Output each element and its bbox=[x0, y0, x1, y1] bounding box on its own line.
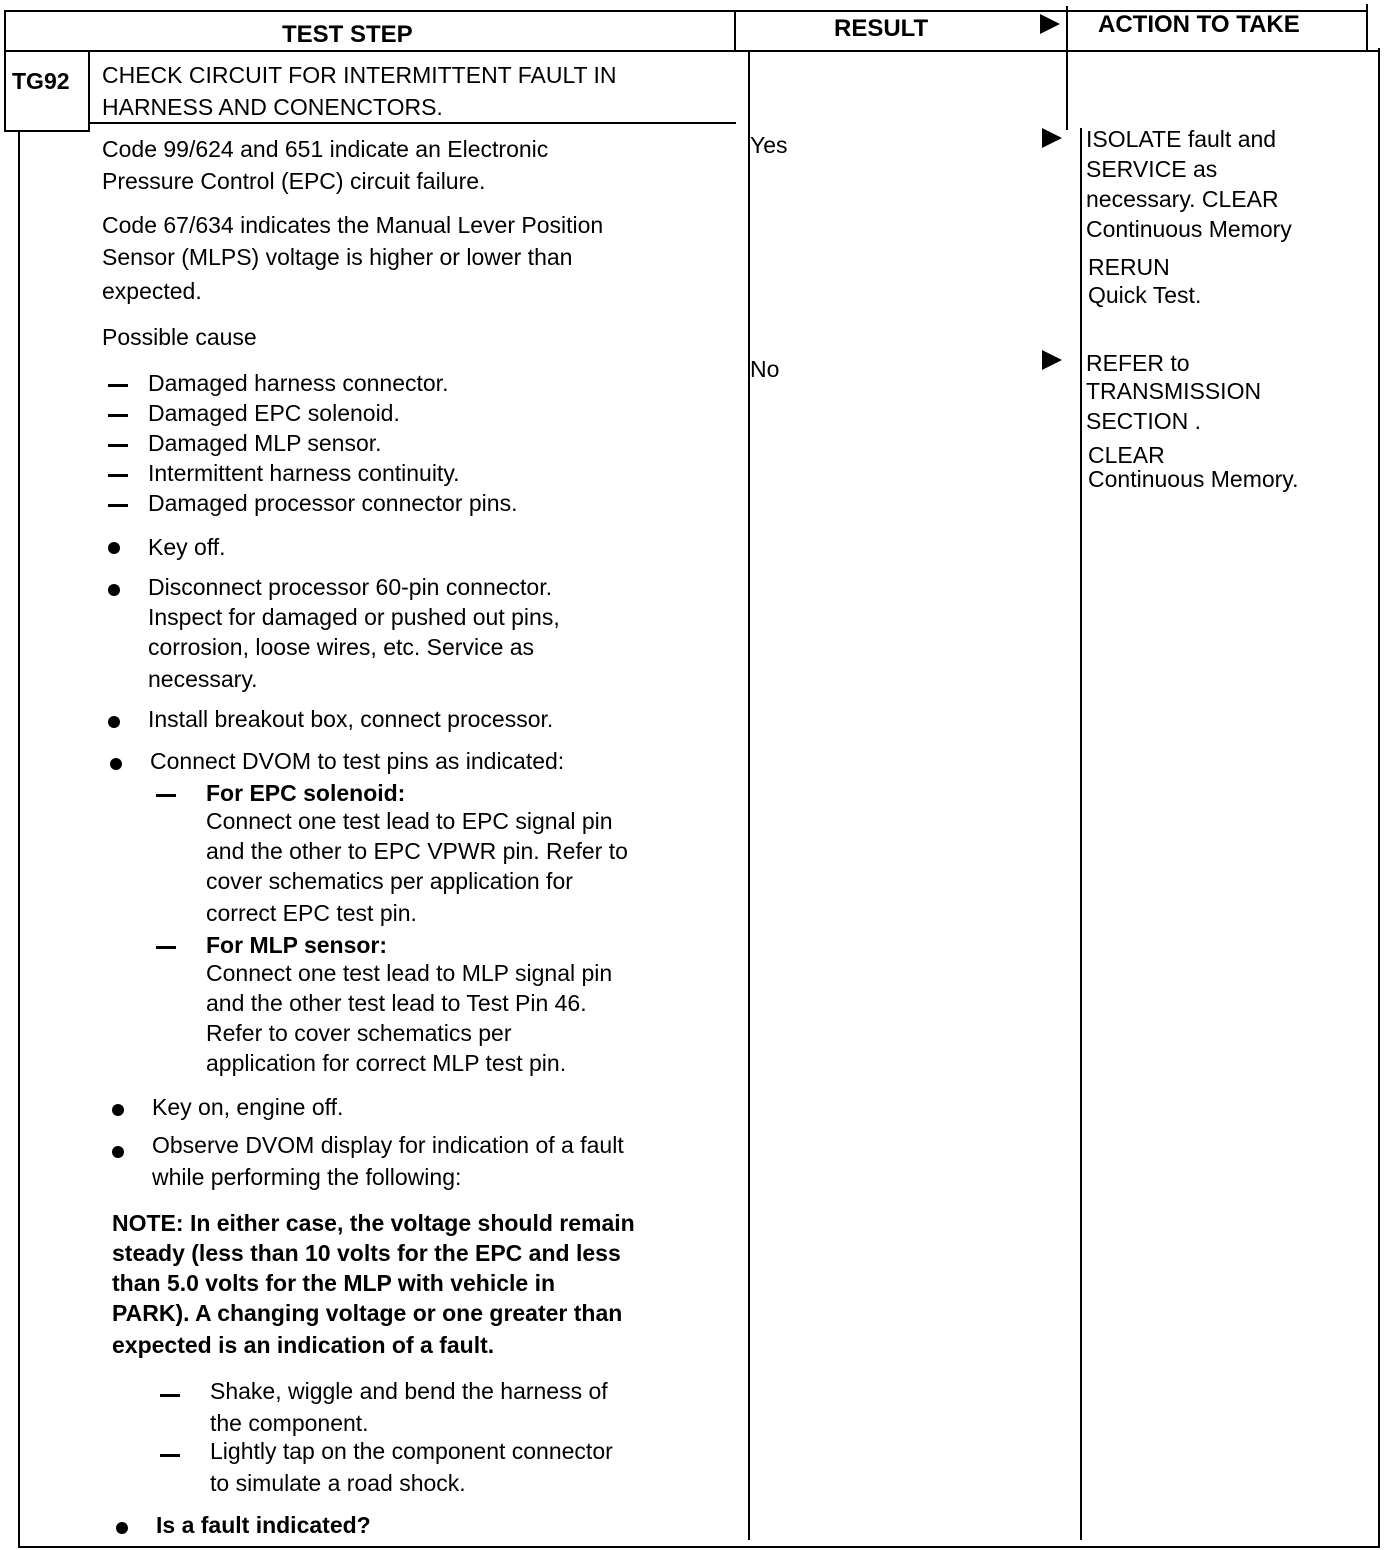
step-install: Install breakout box, connect processor. bbox=[148, 706, 554, 732]
mlp-line-2: and the other test lead to Test Pin 46. bbox=[206, 990, 587, 1016]
shake-line-2: the component. bbox=[210, 1410, 369, 1436]
note-line-2: steady (less than 10 volts for the EPC and less bbox=[112, 1240, 621, 1266]
epc-line-2: and the other to EPC VPWR pin. Refer to bbox=[206, 838, 628, 864]
step-title-line-2: HARNESS AND CONENCTORS. bbox=[102, 94, 443, 120]
action-no-line-1: REFER to bbox=[1086, 350, 1190, 376]
epc-line-3: cover schematics per application for bbox=[206, 868, 573, 894]
result-yes: Yes bbox=[750, 132, 788, 158]
possible-cause-heading: Possible cause bbox=[102, 324, 257, 350]
epc-heading: For EPC solenoid: bbox=[206, 780, 406, 806]
bullet-disconnect bbox=[108, 584, 120, 596]
cause-4: Intermittent harness continuity. bbox=[148, 460, 460, 486]
action-yes-line-4: Continuous Memory bbox=[1086, 216, 1292, 242]
bullet-install bbox=[108, 716, 120, 728]
tap-line-2: to simulate a road shock. bbox=[210, 1470, 466, 1496]
table-right-border bbox=[1366, 4, 1368, 50]
action-no-line-2: TRANSMISSION bbox=[1086, 378, 1262, 404]
note-line-1: NOTE: In either case, the voltage should remain bbox=[112, 1210, 635, 1236]
observe-line-1: Observe DVOM display for indication of a fault bbox=[152, 1132, 624, 1158]
shake-dash bbox=[160, 1394, 180, 1397]
code2-line-1: Code 67/634 indicates the Manual Lever Position bbox=[102, 212, 604, 238]
action-yes-line-3: necessary. CLEAR bbox=[1086, 186, 1279, 212]
table-bottom-border bbox=[18, 1546, 1380, 1548]
col-divider-test-result-lower bbox=[748, 50, 750, 1540]
cause-dash-3 bbox=[108, 444, 128, 447]
mlp-line-4: application for correct MLP test pin. bbox=[206, 1050, 567, 1076]
bullet-observe bbox=[112, 1146, 124, 1158]
header-test-step: TEST STEP bbox=[282, 21, 413, 48]
code1-line-1: Code 99/624 and 651 indicate an Electronic bbox=[102, 136, 549, 162]
cause-5: Damaged processor connector pins. bbox=[148, 490, 518, 516]
code2-line-3: expected. bbox=[102, 278, 202, 304]
table-left-border-lower bbox=[18, 130, 20, 1548]
result-yes-arrow-icon bbox=[1042, 128, 1062, 148]
action-yes-line-6: Quick Test. bbox=[1088, 282, 1202, 308]
mlp-line-1: Connect one test lead to MLP signal pin bbox=[206, 960, 613, 986]
code2-line-2: Sensor (MLPS) voltage is higher or lower than bbox=[102, 244, 573, 270]
action-no-line-4: CLEAR bbox=[1088, 442, 1165, 468]
epc-line-4: correct EPC test pin. bbox=[206, 900, 417, 926]
step-title-line-1: CHECK CIRCUIT FOR INTERMITTENT FAULT IN bbox=[102, 62, 617, 88]
note-line-5: expected is an indication of a fault. bbox=[112, 1332, 495, 1358]
action-no-line-5: Continuous Memory. bbox=[1088, 466, 1299, 492]
cause-dash-4 bbox=[108, 474, 128, 477]
result-no-arrow-icon bbox=[1042, 350, 1062, 370]
cause-dash-1 bbox=[108, 384, 128, 387]
cause-2: Damaged EPC solenoid. bbox=[148, 400, 400, 426]
action-yes-line-1: ISOLATE fault and bbox=[1086, 126, 1277, 152]
disconnect-line-2: Inspect for damaged or pushed out pins, bbox=[148, 604, 560, 630]
step-id-divider bbox=[88, 52, 90, 132]
cause-dash-5 bbox=[108, 504, 128, 507]
step-connect: Connect DVOM to test pins as indicated: bbox=[150, 748, 565, 774]
table-right-border-lower bbox=[1378, 48, 1380, 1548]
step-question: Is a fault indicated? bbox=[156, 1512, 371, 1538]
epc-dash bbox=[156, 794, 176, 797]
action-yes-line-2: SERVICE as bbox=[1086, 156, 1218, 182]
step-key-on: Key on, engine off. bbox=[152, 1094, 344, 1120]
mlp-heading: For MLP sensor: bbox=[206, 932, 388, 958]
cause-3: Damaged MLP sensor. bbox=[148, 430, 382, 456]
result-no: No bbox=[750, 356, 780, 382]
cause-1: Damaged harness connector. bbox=[148, 370, 449, 396]
tap-line-1: Lightly tap on the component connector bbox=[210, 1438, 613, 1464]
note-line-3: than 5.0 volts for the MLP with vehicle in bbox=[112, 1270, 556, 1296]
header-action: ACTION TO TAKE bbox=[1098, 11, 1300, 38]
bullet-connect bbox=[110, 758, 122, 770]
col-divider-result-action bbox=[1066, 6, 1068, 130]
tap-dash bbox=[160, 1454, 180, 1457]
bullet-question bbox=[116, 1522, 128, 1534]
table-left-border bbox=[4, 10, 6, 132]
shake-line-1: Shake, wiggle and bend the harness of bbox=[210, 1378, 608, 1404]
code1-line-2: Pressure Control (EPC) circuit failure. bbox=[102, 168, 486, 194]
bullet-key-off bbox=[108, 542, 120, 554]
note-line-4: PARK). A changing voltage or one greater than bbox=[112, 1300, 623, 1326]
col-divider-test-result bbox=[734, 10, 736, 52]
header-divider bbox=[4, 50, 1378, 52]
observe-line-2: while performing the following: bbox=[152, 1164, 462, 1190]
mlp-line-3: Refer to cover schematics per bbox=[206, 1020, 512, 1046]
col-divider-result-action-lower bbox=[1080, 128, 1082, 1540]
step-title-underline bbox=[4, 130, 90, 132]
bullet-key-on bbox=[112, 1104, 124, 1116]
disconnect-line-4: necessary. bbox=[148, 666, 258, 692]
action-yes-line-5: RERUN bbox=[1088, 254, 1170, 280]
step-title-underline-right bbox=[88, 122, 736, 124]
cause-dash-2 bbox=[108, 414, 128, 417]
epc-line-1: Connect one test lead to EPC signal pin bbox=[206, 808, 613, 834]
disconnect-line-3: corrosion, loose wires, etc. Service as bbox=[148, 634, 535, 660]
step-key-off: Key off. bbox=[148, 534, 226, 560]
action-no-line-3: SECTION . bbox=[1086, 408, 1202, 434]
header-result: RESULT bbox=[834, 15, 929, 42]
header-arrow-icon bbox=[1040, 14, 1060, 34]
mlp-dash bbox=[156, 946, 176, 949]
disconnect-line-1: Disconnect processor 60-pin connector. bbox=[148, 574, 552, 600]
step-id: TG92 bbox=[12, 68, 70, 94]
